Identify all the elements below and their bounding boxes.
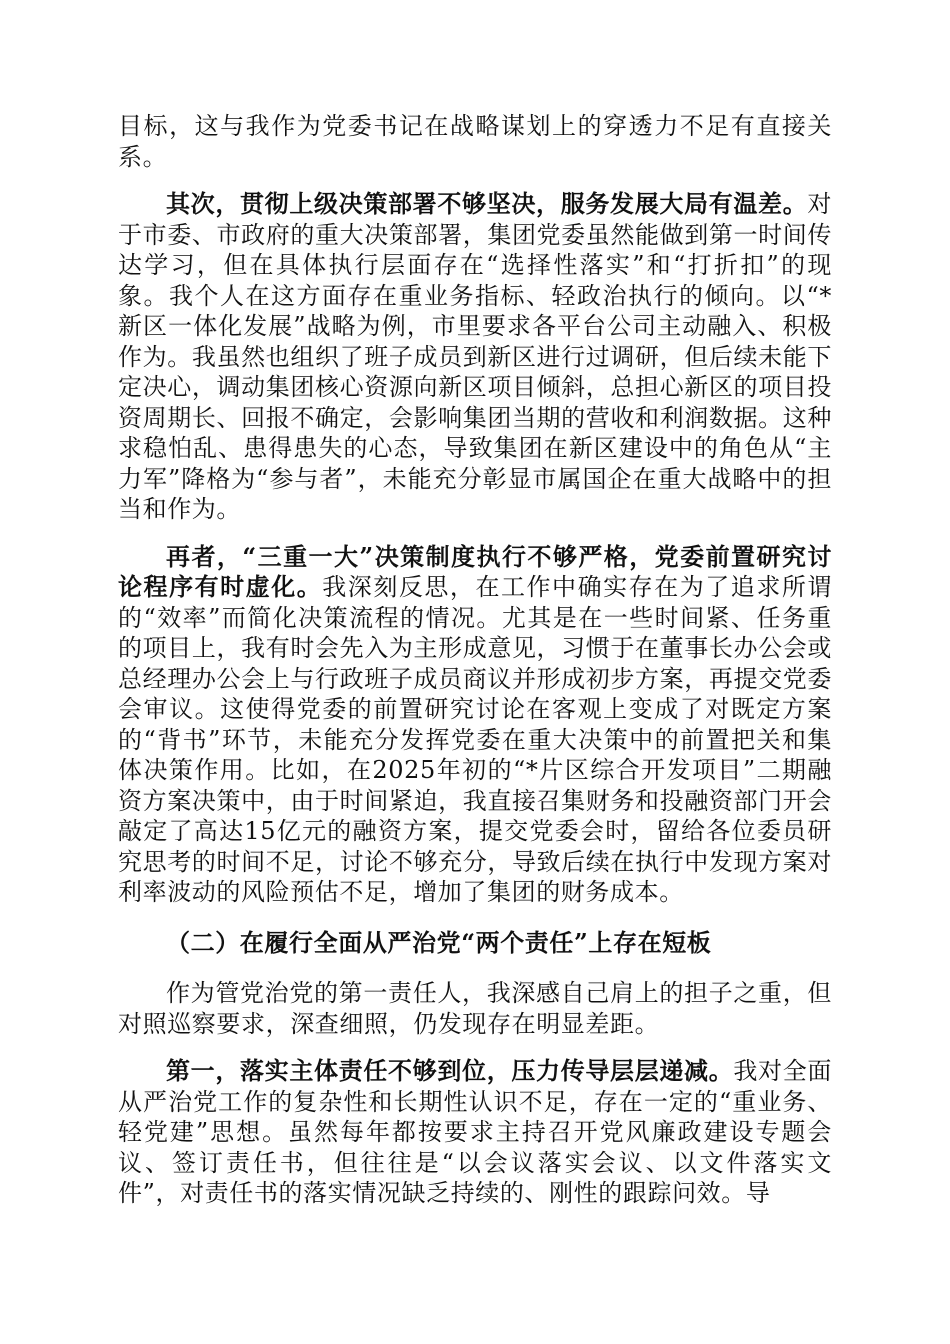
paragraph-text: 对于市委、市政府的重大决策部署，集团党委虽然能做到第一时间传达学习，但在具体执行层面存在“选择性落实”和“打折扣”的现象。我个人在这方面存在重业务指标、轻政治执行的倾向。以“*新区一体化发展”战略为例，市里要求各平台公司主动融入、积极作为。我虽然也组织了班子成员到新区进行过调研，但后续未能下定决心，调动集团核心资源向新区项目倾斜，总担心新区的项目投资周期长、回报不确定，会影响集团当期的营收和利润数据。这种求稳怕乱、患得患失的心态，导致集团在新区建设中的角色从“主力军”降格为“参与者”，未能充分彰显市属国企在重大战略中的担当和作为。 bbox=[118, 190, 832, 523]
paragraph-lead-heading: 第一，落实主体责任不够到位，压力传导层层递减。 bbox=[166, 1056, 734, 1085]
paragraph-text: 我深刻反思，在工作中确实存在为了追求所谓的“效率”而简化决策流程的情况。尤其是在一些时间紧、任务重的项目上，我有时会先入为主形成意见，习惯于在董事长办公会或总经理办公会上与行政班子成员商议并形成初步方案，再提交党委会审议。这使得党委的前置研究讨论在客观上变成了对既定方案的“背书”环节，未能充分发挥党委在重大决策中的前置把关和集体决策作用。比如，在2025年初的“*片区综合开发项目”二期融资方案决策中，由于时间紧迫，我直接召集财务和投融资部门开会敲定了高达15亿元的融资方案，提交党委会时，留给各位委员研究思考的时间不足，讨论不够充分，导致后续在执行中发现方案对利率波动的风险预估不足，增加了集团的财务成本。 bbox=[118, 573, 832, 906]
paragraph-intro bbox=[118, 978, 832, 1039]
paragraph-first-point bbox=[118, 1056, 832, 1209]
paragraph-text: 目标，这与我作为党委书记在战略谋划上的穿透力不足有直接关系。 bbox=[118, 112, 832, 171]
paragraph-text: 我对全面从严治党工作的复杂性和长期性认识不足，存在一定的“重业务、轻党建”思想。虽然每年都按要求主持召开党风廉政建设专题会议、签订责任书，但往往是“以会议落实会议、以文件落实文件”，对责任书的落实情况缺乏持续的、刚性的跟踪问效。导 bbox=[118, 1057, 832, 1207]
paragraph-lead-heading: 再者，“三重一大”决策制度执行不够严格，党委前置研究讨论程序有时虚化。 bbox=[118, 541, 832, 601]
paragraph-secondly bbox=[118, 189, 832, 525]
document-body bbox=[118, 111, 832, 1226]
paragraph-lead-heading: 其次，贯彻上级决策部署不够坚决，服务发展大局有温差。 bbox=[166, 189, 808, 218]
paragraph-continuation bbox=[118, 111, 832, 172]
section-heading: （二）在履行全面从严治党“两个责任”上存在短板 bbox=[166, 927, 712, 957]
paragraph-furthermore bbox=[118, 542, 832, 908]
paragraph-text: 作为管党治党的第一责任人，我深感自己肩上的担子之重，但对照巡察要求，深查细照，仍发现存在明显差距。 bbox=[118, 979, 832, 1038]
